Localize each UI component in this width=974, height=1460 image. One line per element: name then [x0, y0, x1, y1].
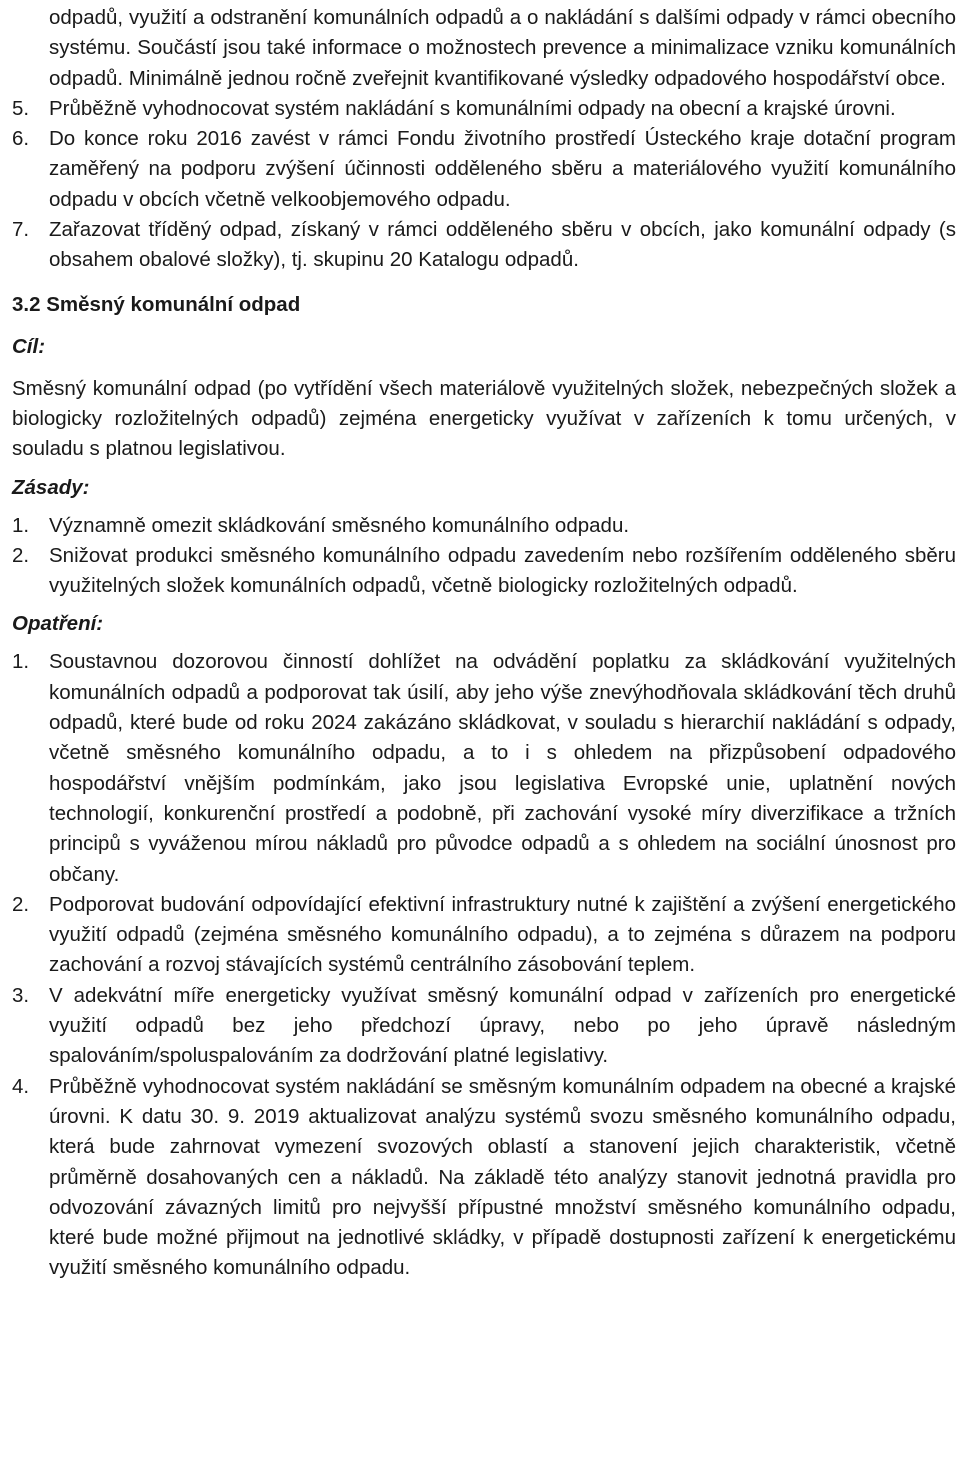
list-item-text: Zařazovat tříděný odpad, získaný v rámci odděleného sběru v obcích, jako komunální odpady (s obsahem obalové složky), tj. skupinu 20 Katalogu odpadů.	[49, 218, 956, 272]
list-item	[12, 541, 956, 602]
list-item-text: Podporovat budování odpovídající efektivní infrastruktury nutné k zajištění a zvýšení energetického využití odpadů (zejména směsného komunálního odpadu), a to zejména s důrazem na podporu zachování a rozvoj stávajících systémů centrálního zásobování teplem.	[49, 892, 956, 977]
document-page	[12, 0, 956, 1284]
measures-list-continued	[12, 94, 956, 276]
list-item	[12, 890, 956, 981]
measures-list	[12, 647, 956, 1283]
list-item	[12, 124, 956, 215]
list-item	[12, 981, 956, 1072]
measures-label: Opatření:	[12, 612, 104, 636]
section-title: 3.2 Směsný komunální odpad	[12, 292, 301, 316]
list-item-number: 4.	[12, 1074, 30, 1098]
list-item	[12, 94, 956, 124]
goal-text: Směsný komunální odpad (po vytřídění všech materiálově využitelných složek, nebezpečných složek a biologicky rozložitelných odpadů) zejména energeticky využívat v zařízeních k tomu určených, v souladu s platnou legislativou.	[12, 376, 956, 461]
list-item-text: Do konce roku 2016 zavést v rámci Fondu životního prostředí Ústeckého kraje dotační program zaměřený na podporu zvýšení účinnosti odděleného sběru a materiálového využití komunálního odpadu v obcích včetně velkoobjemového odpadu.	[49, 127, 956, 211]
list-item-number: 7.	[12, 218, 30, 242]
list-item-number: 2.	[12, 543, 30, 567]
goal-label: Cíl:	[12, 334, 46, 358]
list-item-number: 2.	[12, 892, 30, 916]
list-item-number: 3.	[12, 983, 30, 1007]
principles-list	[12, 511, 956, 602]
list-item-text: Průběžně vyhodnocovat systém nakládání s komunálními odpady na obecní a krajské úrovni.	[49, 96, 896, 120]
list-item	[12, 215, 956, 276]
list-item	[12, 1072, 956, 1284]
list-item-number: 1.	[12, 650, 30, 674]
list-item-continuation: odpadů, využití a odstranění komunálních odpadů a o nakládání s dalšími odpady v rámci obecního systému. Součástí jsou také informace o možnostech prevence a minimalizace vzniku komunálních odpadů. Minimálně jednou ročně zveřejnit kvantifikované výsledky odpadového hospodářství obce.	[49, 6, 956, 90]
list-item-number: 5.	[12, 96, 30, 120]
principles-label: Zásady:	[12, 475, 90, 499]
list-item-text: Významně omezit skládkování směsného komunálního odpadu.	[49, 513, 630, 537]
list-item	[12, 647, 956, 889]
list-item-number: 6.	[12, 127, 30, 151]
list-item	[12, 511, 956, 541]
list-item-number: 1.	[12, 513, 30, 537]
list-item-text: Snižovat produkci směsného komunálního odpadu zavedením nebo rozšířením odděleného sběru využitelných složek komunálních odpadů, včetně biologicky rozložitelných odpadů.	[49, 543, 956, 598]
list-item-text: V adekvátní míře energeticky využívat směsný komunální odpad v zařízeních pro energetické využití odpadů bez jeho předchozí úpravy, nebo po jeho úpravě následným spalováním/spoluspalováním za dodržování platné legislativy.	[49, 983, 956, 1068]
list-item-text: Průběžně vyhodnocovat systém nakládání se směsným komunálním odpadem na obecné a krajské úrovni. K datu 30. 9. 2019 aktualizovat analýzu systémů svozu směsného komunálního odpadu, která bude zahrnovat vymezení svozových oblastí a stanovení jejich charakteristik, včetně průměrně dosahovaných cen a nákladů. Na základě této analýzy stanovit jednotná pravidla pro odvozování závazných limitů pro nejvyšší přípustné množství směsného komunálního odpadu, které bude možné přijmout na jednotlivé skládky, v případě dostupnosti zařízení k energetickému využití směsného komunálního odpadu.	[49, 1074, 956, 1280]
list-item-text: Soustavnou dozorovou činností dohlížet na odvádění poplatku za skládkování využitelných komunálních odpadů a podporovat tak úsilí, aby jeho výše znevýhodňovala skládkování těch druhů odpadů, které bude od roku 2024 zakázáno skládkovat, v souladu s hierarchií nakládání s odpady, včetně směsného komunálního odpadu, a to i s ohledem na přizpůsobení odpadového hospodářství vnějším podmínkám, jako jsou legislativa Evropské unie, uplatnění nových technologií, konkurenční prostředí a podobně, při zachování vysoké míry diverzifikace a tržních principů s vyváženou mírou nákladů pro původce odpadů a s ohledem na sociální únosnost pro občany.	[49, 650, 956, 886]
